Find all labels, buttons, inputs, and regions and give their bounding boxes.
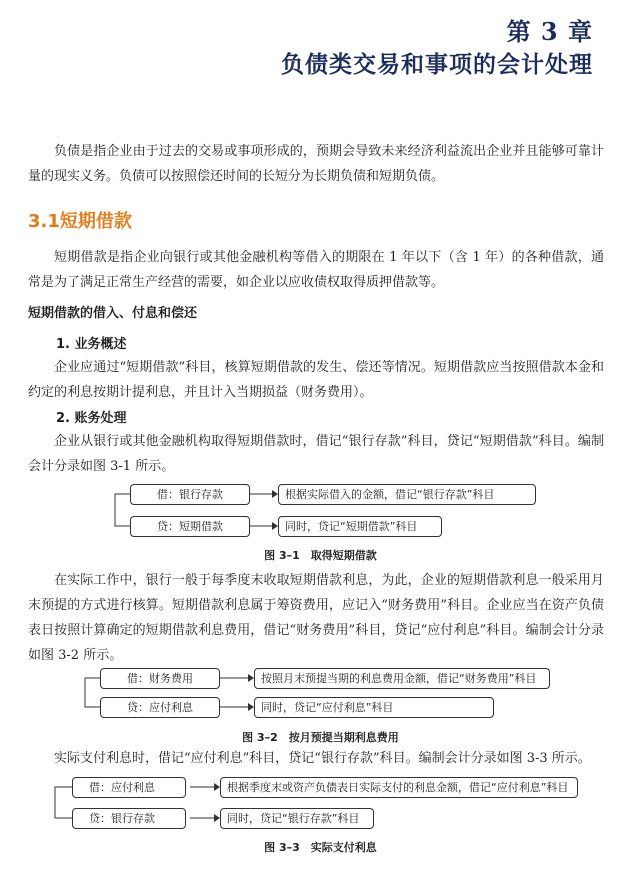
intro-paragraph: 负债是指企业由于过去的交易或事项形成的，预期会导致未来经济利益流出企业并且能够可靠计量的现实义务。负债可以按照偿还时间的长短分为长期负债和短期负债。 bbox=[28, 144, 604, 184]
fig3-debit-box: 借：应付利息 bbox=[72, 777, 186, 798]
fig2-credit-note: 同时，贷记“应付利息”科目 bbox=[254, 697, 494, 718]
chapter-number: 第 3 章 bbox=[506, 17, 593, 46]
fig3-caption: 图 3–3 实际支付利息 bbox=[264, 841, 377, 854]
fig3-credit-box: 贷：银行存款 bbox=[72, 808, 186, 829]
fig1-credit-note: 同时，贷记“短期借款”科目 bbox=[278, 516, 442, 537]
fig3-credit-note: 同时，贷记“银行存款”科目 bbox=[220, 808, 374, 829]
accounting-paragraph: 企业从银行或其他金融机构取得短期借款时，借记“银行存款”科目，贷记“短期借款”科目。编制会计分录如图 3-1 所示。 bbox=[28, 434, 604, 474]
interest-paragraph: 在实际工作中，银行一般于每季度末收取短期借款利息，为此，企业的短期借款利息一般采用月末预提的方式进行核算。短期借款利息属于筹资费用，应记入“财务费用”科目。企业应当在资产负债表日按照计算确定的短期借款利息费用，借记“财务费用”科目，贷记“应付利息”科目。编制会计分录如图 3-2 所示。 bbox=[28, 573, 604, 663]
fig1-caption: 图 3–1 取得短期借款 bbox=[264, 549, 377, 562]
fig1-debit-box: 借：银行存款 bbox=[130, 484, 250, 505]
chapter-title: 负债类交易和事项的会计处理 bbox=[281, 51, 593, 78]
fig1-debit-note: 根据实际借入的金额，借记“银行存款”科目 bbox=[278, 484, 536, 505]
section-title: 3.1短期借款 bbox=[28, 211, 132, 232]
fig2-credit-box: 贷：应付利息 bbox=[100, 697, 220, 718]
fig2-caption: 图 3–2 按月预提当期利息费用 bbox=[242, 731, 399, 744]
fig2-debit-box: 借：财务费用 bbox=[100, 668, 220, 689]
item-accounting-title: 2. 账务处理 bbox=[56, 411, 127, 426]
fig2-debit-note: 按照月末预提当期的利息费用金额，借记“财务费用”科目 bbox=[254, 668, 550, 689]
fig3-debit-note: 根据季度末或资产负债表日实际支付的利息金额，借记“应付利息”科目 bbox=[220, 777, 578, 798]
payment-paragraph: 实际支付利息时，借记“应付利息”科目，贷记“银行存款”科目。编制会计分录如图 3-3 所示。 bbox=[54, 751, 591, 766]
overview-paragraph: 企业应通过“短期借款”科目，核算短期借款的发生、偿还等情况。短期借款应当按照借款本金和约定的利息按期计提利息，并且计入当期损益（财务费用）。 bbox=[28, 360, 604, 400]
item-overview-title: 1. 业务概述 bbox=[56, 337, 127, 352]
subsection-title: 短期借款的借入、付息和偿还 bbox=[28, 306, 198, 321]
fig1-credit-box: 贷：短期借款 bbox=[130, 516, 250, 537]
short-term-loan-paragraph: 短期借款是指企业向银行或其他金融机构等借入的期限在 1 年以下（含 1 年）的各种借款，通常是为了满足正常生产经营的需要，如企业以应收债权取得质押借款等。 bbox=[28, 250, 604, 290]
